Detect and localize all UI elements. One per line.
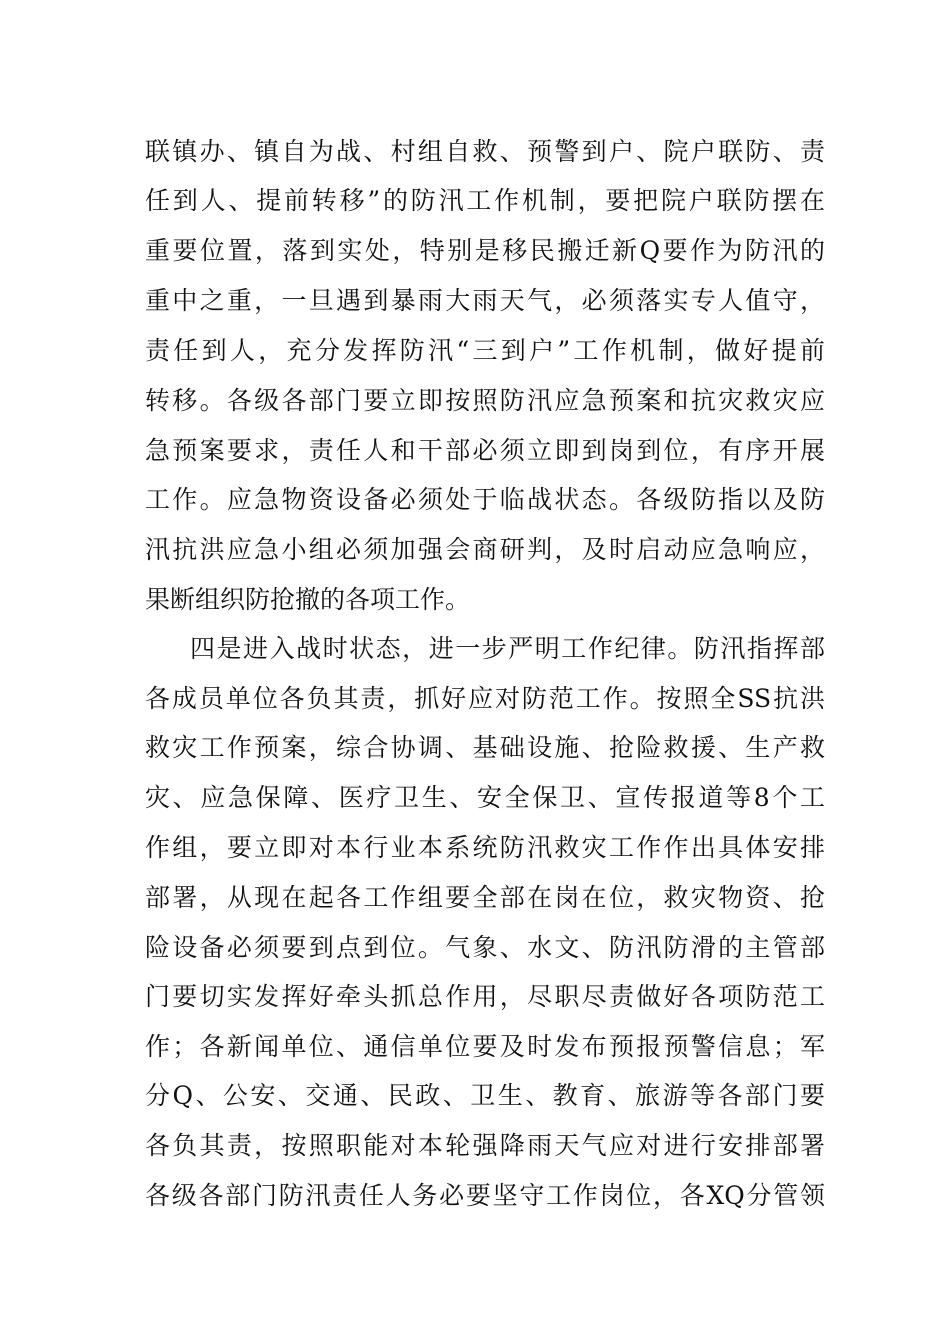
text-line: 分Q、公安、交通、民政、卫生、教育、旅游等各部门要 xyxy=(145,1081,825,1110)
text-line: 救灾工作预案，综合协调、基础设施、抢险救援、生产救 xyxy=(145,733,825,762)
text-line: 险设备必须要到点到位。气象、水文、防汛防滑的主管部 xyxy=(145,933,825,962)
text-line: 各成员单位各负其责，抓好应对防范工作。按照全SS抗洪 xyxy=(145,684,825,713)
text-line: 联镇办、镇自为战、村组自救、预警到户、院户联防、责 xyxy=(145,137,825,166)
text-line: 各负其责，按照职能对本轮强降雨天气应对进行安排部署 xyxy=(145,1131,825,1160)
paragraph-first-line: 四是进入战时状态，进一步严明工作纪律。防汛指挥部 xyxy=(190,634,825,663)
text-line: 急预案要求，责任人和干部必须立即到岗到位，有序开展 xyxy=(145,436,825,465)
text-line: 各级各部门防汛责任人务必要坚守工作岗位，各XQ分管领 xyxy=(145,1181,825,1210)
text-line: 工作。应急物资设备必须处于临战状态。各级防指以及防 xyxy=(145,485,825,514)
text-line: 重中之重，一旦遇到暴雨大雨天气，必须落实专人值守， xyxy=(145,286,825,315)
text-line: 任到人、提前转移”的防汛工作机制，要把院户联防摆在 xyxy=(145,186,825,215)
text-line: 部署，从现在起各工作组要全部在岗在位，救灾物资、抢 xyxy=(145,883,825,912)
text-line: 作组，要立即对本行业本系统防汛救灾工作作出具体安排 xyxy=(145,833,825,862)
text-line: 门要切实发挥好牵头抓总作用，尽职尽责做好各项防范工 xyxy=(145,982,825,1011)
text-line: 责任到人，充分发挥防汛“三到户”工作机制，做好提前 xyxy=(145,336,825,365)
text-line: 转移。各级各部门要立即按照防汛应急预案和抗灾救灾应 xyxy=(145,386,825,415)
text-line: 作；各新闻单位、通信单位要及时发布预报预警信息；军 xyxy=(145,1032,825,1061)
text-line: 果断组织防抢撤的各项工作。 xyxy=(145,585,471,614)
text-line: 灾、应急保障、医疗卫生、安全保卫、宣传报道等8个工 xyxy=(145,783,825,812)
text-line: 重要位置，落到实处，特别是移民搬迁新Q要作为防汛的 xyxy=(145,236,825,265)
text-line: 汛抗洪应急小组必须加强会商研判，及时启动应急响应， xyxy=(145,535,825,564)
